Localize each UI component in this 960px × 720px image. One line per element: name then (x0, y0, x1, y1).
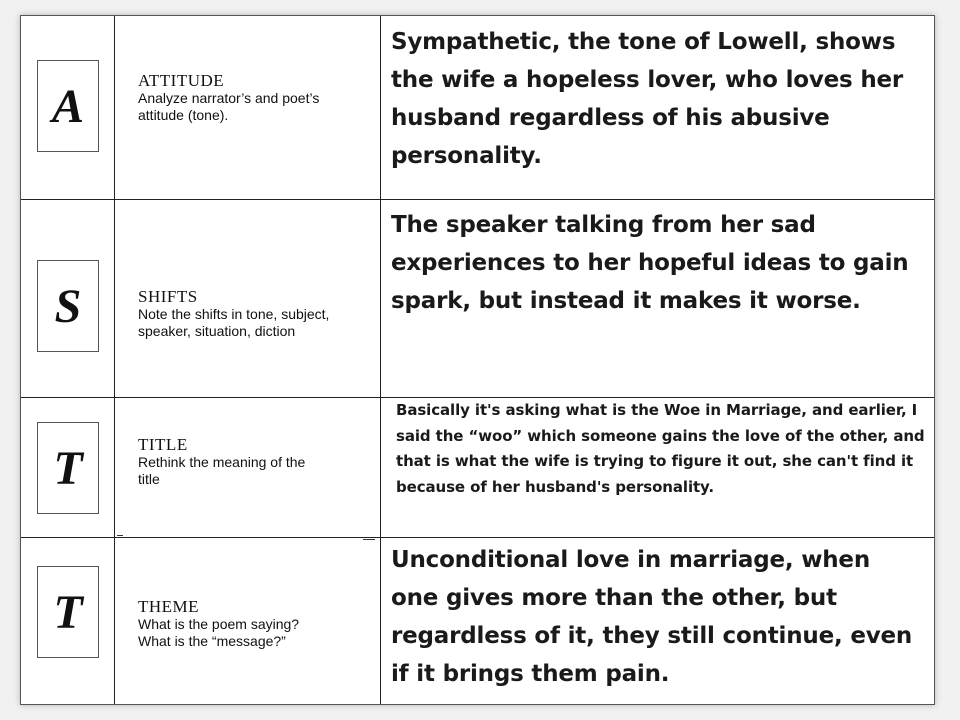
row-answer: The speaker talking from her sad experiences to her hopeful ideas to gain spark, but instead it makes it worse. (391, 212, 909, 314)
row-letter: S (54, 279, 82, 333)
row-title (21, 397, 934, 537)
letter-box (37, 422, 99, 514)
description-line: Analyze narrator’s and poet’s (138, 90, 320, 106)
row-description (138, 90, 368, 124)
label-block (138, 436, 368, 488)
row-label: SHIFTS (138, 287, 198, 306)
row-theme (21, 537, 934, 704)
row-label: THEME (138, 597, 200, 616)
description-line: Rethink the meaning of the (138, 454, 306, 470)
row-label: TITLE (138, 435, 188, 454)
row-description (138, 616, 368, 650)
letter-box (37, 566, 99, 658)
row-label: ATTITUDE (138, 71, 225, 90)
row-letter: A (51, 79, 84, 133)
row-attitude (21, 16, 934, 199)
description-line: attitude (tone). (138, 107, 229, 123)
letter-box (37, 60, 99, 152)
row-description (138, 306, 368, 340)
label-block (138, 598, 368, 650)
description-line: Note the shifts in tone, subject, (138, 306, 330, 322)
description-line: speaker, situation, diction (138, 323, 296, 339)
row-answer: Basically it's asking what is the Woe in Marriage, and earlier, I said the “woo” which someone gains the love of the other, and that is what the wife is trying to figure it out, she can't find it because of her husband's personality. (396, 401, 925, 496)
row-letter: T (53, 585, 83, 639)
row-letter: T (53, 441, 83, 495)
letter-box (37, 260, 99, 352)
description-line: title (138, 471, 160, 487)
row-shifts (21, 199, 934, 397)
row-answer: Unconditional love in marriage, when one gives more than the other, but regardless of it, they still continue, even if it brings them pain. (391, 547, 913, 687)
label-block (138, 72, 368, 124)
tpcastt-table (20, 15, 935, 705)
description-line: What is the “message?” (138, 633, 286, 649)
label-block (138, 288, 368, 340)
row-answer: Sympathetic, the tone of Lowell, shows the wife a hopeless lover, who loves her husband regardless of his abusive personality. (391, 29, 904, 169)
description-line: What is the poem saying? (138, 616, 300, 632)
row-description (138, 454, 368, 488)
